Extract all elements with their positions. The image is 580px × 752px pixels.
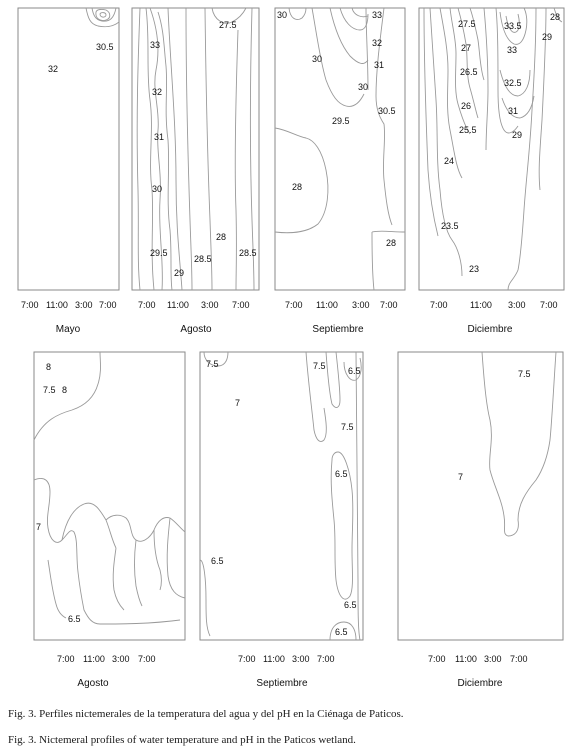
x-tick-label: 3:00 [508, 300, 526, 310]
contour-label: 6.5 [348, 366, 361, 376]
x-tick-label: 7:00 [317, 654, 335, 664]
panel-temp-diciembre [419, 8, 564, 335]
contour-label: 7.5 [206, 359, 219, 369]
month-label: Diciembre [457, 678, 503, 689]
month-label: Septiembre [312, 324, 364, 335]
contour-label: 28 [550, 12, 561, 22]
month-label: Agosto [77, 678, 109, 689]
contour-label: 33 [150, 40, 161, 50]
panel-temp-mayo [18, 8, 119, 335]
x-tick-label: 7:00 [21, 300, 39, 310]
contour-label: 23 [469, 264, 480, 274]
x-tick-label: 7:00 [238, 654, 256, 664]
contour-label: 31 [508, 106, 519, 116]
x-tick-label: 7:00 [430, 300, 448, 310]
figure-caption-en: Fig. 3. Nictemeral profiles of water temperature and pH in the Paticos wetland. [8, 734, 356, 746]
x-tick-label: 11:00 [263, 654, 285, 664]
contour-label: 27.5 [458, 19, 476, 29]
contour-label: 32 [372, 38, 383, 48]
x-tick-label: 3:00 [201, 300, 219, 310]
x-tick-label: 11:00 [167, 300, 189, 310]
contour-label: 29 [512, 130, 523, 140]
contour-label: 28.5 [239, 248, 257, 258]
contour-label: 32 [48, 64, 59, 74]
contour-label: 30 [152, 184, 163, 194]
panel-ph-septiembre [200, 352, 363, 689]
x-tick-label: 3:00 [352, 300, 370, 310]
month-label: Agosto [180, 324, 212, 335]
contour-label: 30.5 [96, 42, 114, 52]
x-tick-label: 3:00 [292, 654, 310, 664]
panel-ph-diciembre [398, 352, 563, 689]
contour-label: 28 [292, 182, 303, 192]
contour-label: 7 [458, 472, 464, 482]
x-tick-label: 7:00 [380, 300, 398, 310]
x-tick-label: 11:00 [46, 300, 68, 310]
contour-label: 8 [62, 385, 68, 395]
figure-caption-es: Fig. 3. Perfiles nictemerales de la temperatura del agua y del pH en la Ciénaga de Paticos. [8, 708, 404, 720]
contour-label: 26.5 [460, 67, 478, 77]
contour-label: 32 [152, 87, 163, 97]
x-tick-label: 7:00 [540, 300, 558, 310]
contour-label: 7 [36, 522, 42, 532]
x-tick-label: 7:00 [138, 654, 156, 664]
x-tick-label: 11:00 [316, 300, 338, 310]
contour-label: 28 [386, 238, 397, 248]
contour-label: 24 [444, 156, 455, 166]
panel-frame [200, 352, 363, 640]
x-tick-label: 3:00 [75, 300, 93, 310]
contour-label: 27.5 [219, 20, 237, 30]
contour-label: 7.5 [43, 385, 56, 395]
panel-temp-agosto [132, 8, 259, 335]
contour-label: 6.5 [335, 469, 348, 479]
x-tick-label: 3:00 [112, 654, 130, 664]
x-tick-label: 3:00 [484, 654, 502, 664]
x-tick-label: 7:00 [510, 654, 528, 664]
contour-label: 26 [461, 101, 472, 111]
contour-label: 32.5 [504, 78, 522, 88]
x-tick-label: 11:00 [470, 300, 492, 310]
panel-ph-agosto [34, 352, 185, 689]
contour-label: 27 [461, 43, 472, 53]
panel-temp-septiembre [275, 8, 405, 335]
contour-label: 33 [372, 10, 383, 20]
panel-frame [34, 352, 185, 640]
contour-label: 28 [216, 232, 227, 242]
contour-label: 8 [46, 362, 52, 372]
x-tick-label: 7:00 [99, 300, 117, 310]
contour-label: 7.5 [313, 361, 326, 371]
contour-label: 7.5 [341, 422, 354, 432]
contour-label: 7.5 [518, 369, 531, 379]
contour-label: 31 [154, 132, 165, 142]
x-tick-label: 7:00 [57, 654, 75, 664]
contour-label: 6.5 [344, 600, 357, 610]
contour-label: 6.5 [211, 556, 224, 566]
month-label: Diciembre [467, 324, 513, 335]
contour-label: 31 [374, 60, 385, 70]
contour-label: 30 [277, 10, 288, 20]
month-label: Septiembre [256, 678, 308, 689]
contour-label: 33.5 [504, 21, 522, 31]
contour-label: 7 [235, 398, 241, 408]
contour-label: 29.5 [332, 116, 350, 126]
x-tick-label: 11:00 [455, 654, 477, 664]
x-tick-label: 7:00 [428, 654, 446, 664]
panel-frame [419, 8, 564, 290]
x-tick-label: 7:00 [138, 300, 156, 310]
contour-label: 6.5 [335, 627, 348, 637]
panel-frame [398, 352, 563, 640]
contour-label: 29 [542, 32, 553, 42]
contour-label: 30.5 [378, 106, 396, 116]
contour-label: 6.5 [68, 614, 81, 624]
contour-label: 33 [507, 45, 518, 55]
contour-label: 30 [312, 54, 323, 64]
contour-label: 29 [174, 268, 185, 278]
x-tick-label: 7:00 [285, 300, 303, 310]
contour-label: 23.5 [441, 221, 459, 231]
month-label: Mayo [55, 324, 81, 335]
contour-label: 29.5 [150, 248, 168, 258]
x-tick-label: 11:00 [83, 654, 105, 664]
contour-label: 28.5 [194, 254, 212, 264]
contour-label: 30 [358, 82, 369, 92]
x-tick-label: 7:00 [232, 300, 250, 310]
contour-label: 25.5 [459, 125, 477, 135]
